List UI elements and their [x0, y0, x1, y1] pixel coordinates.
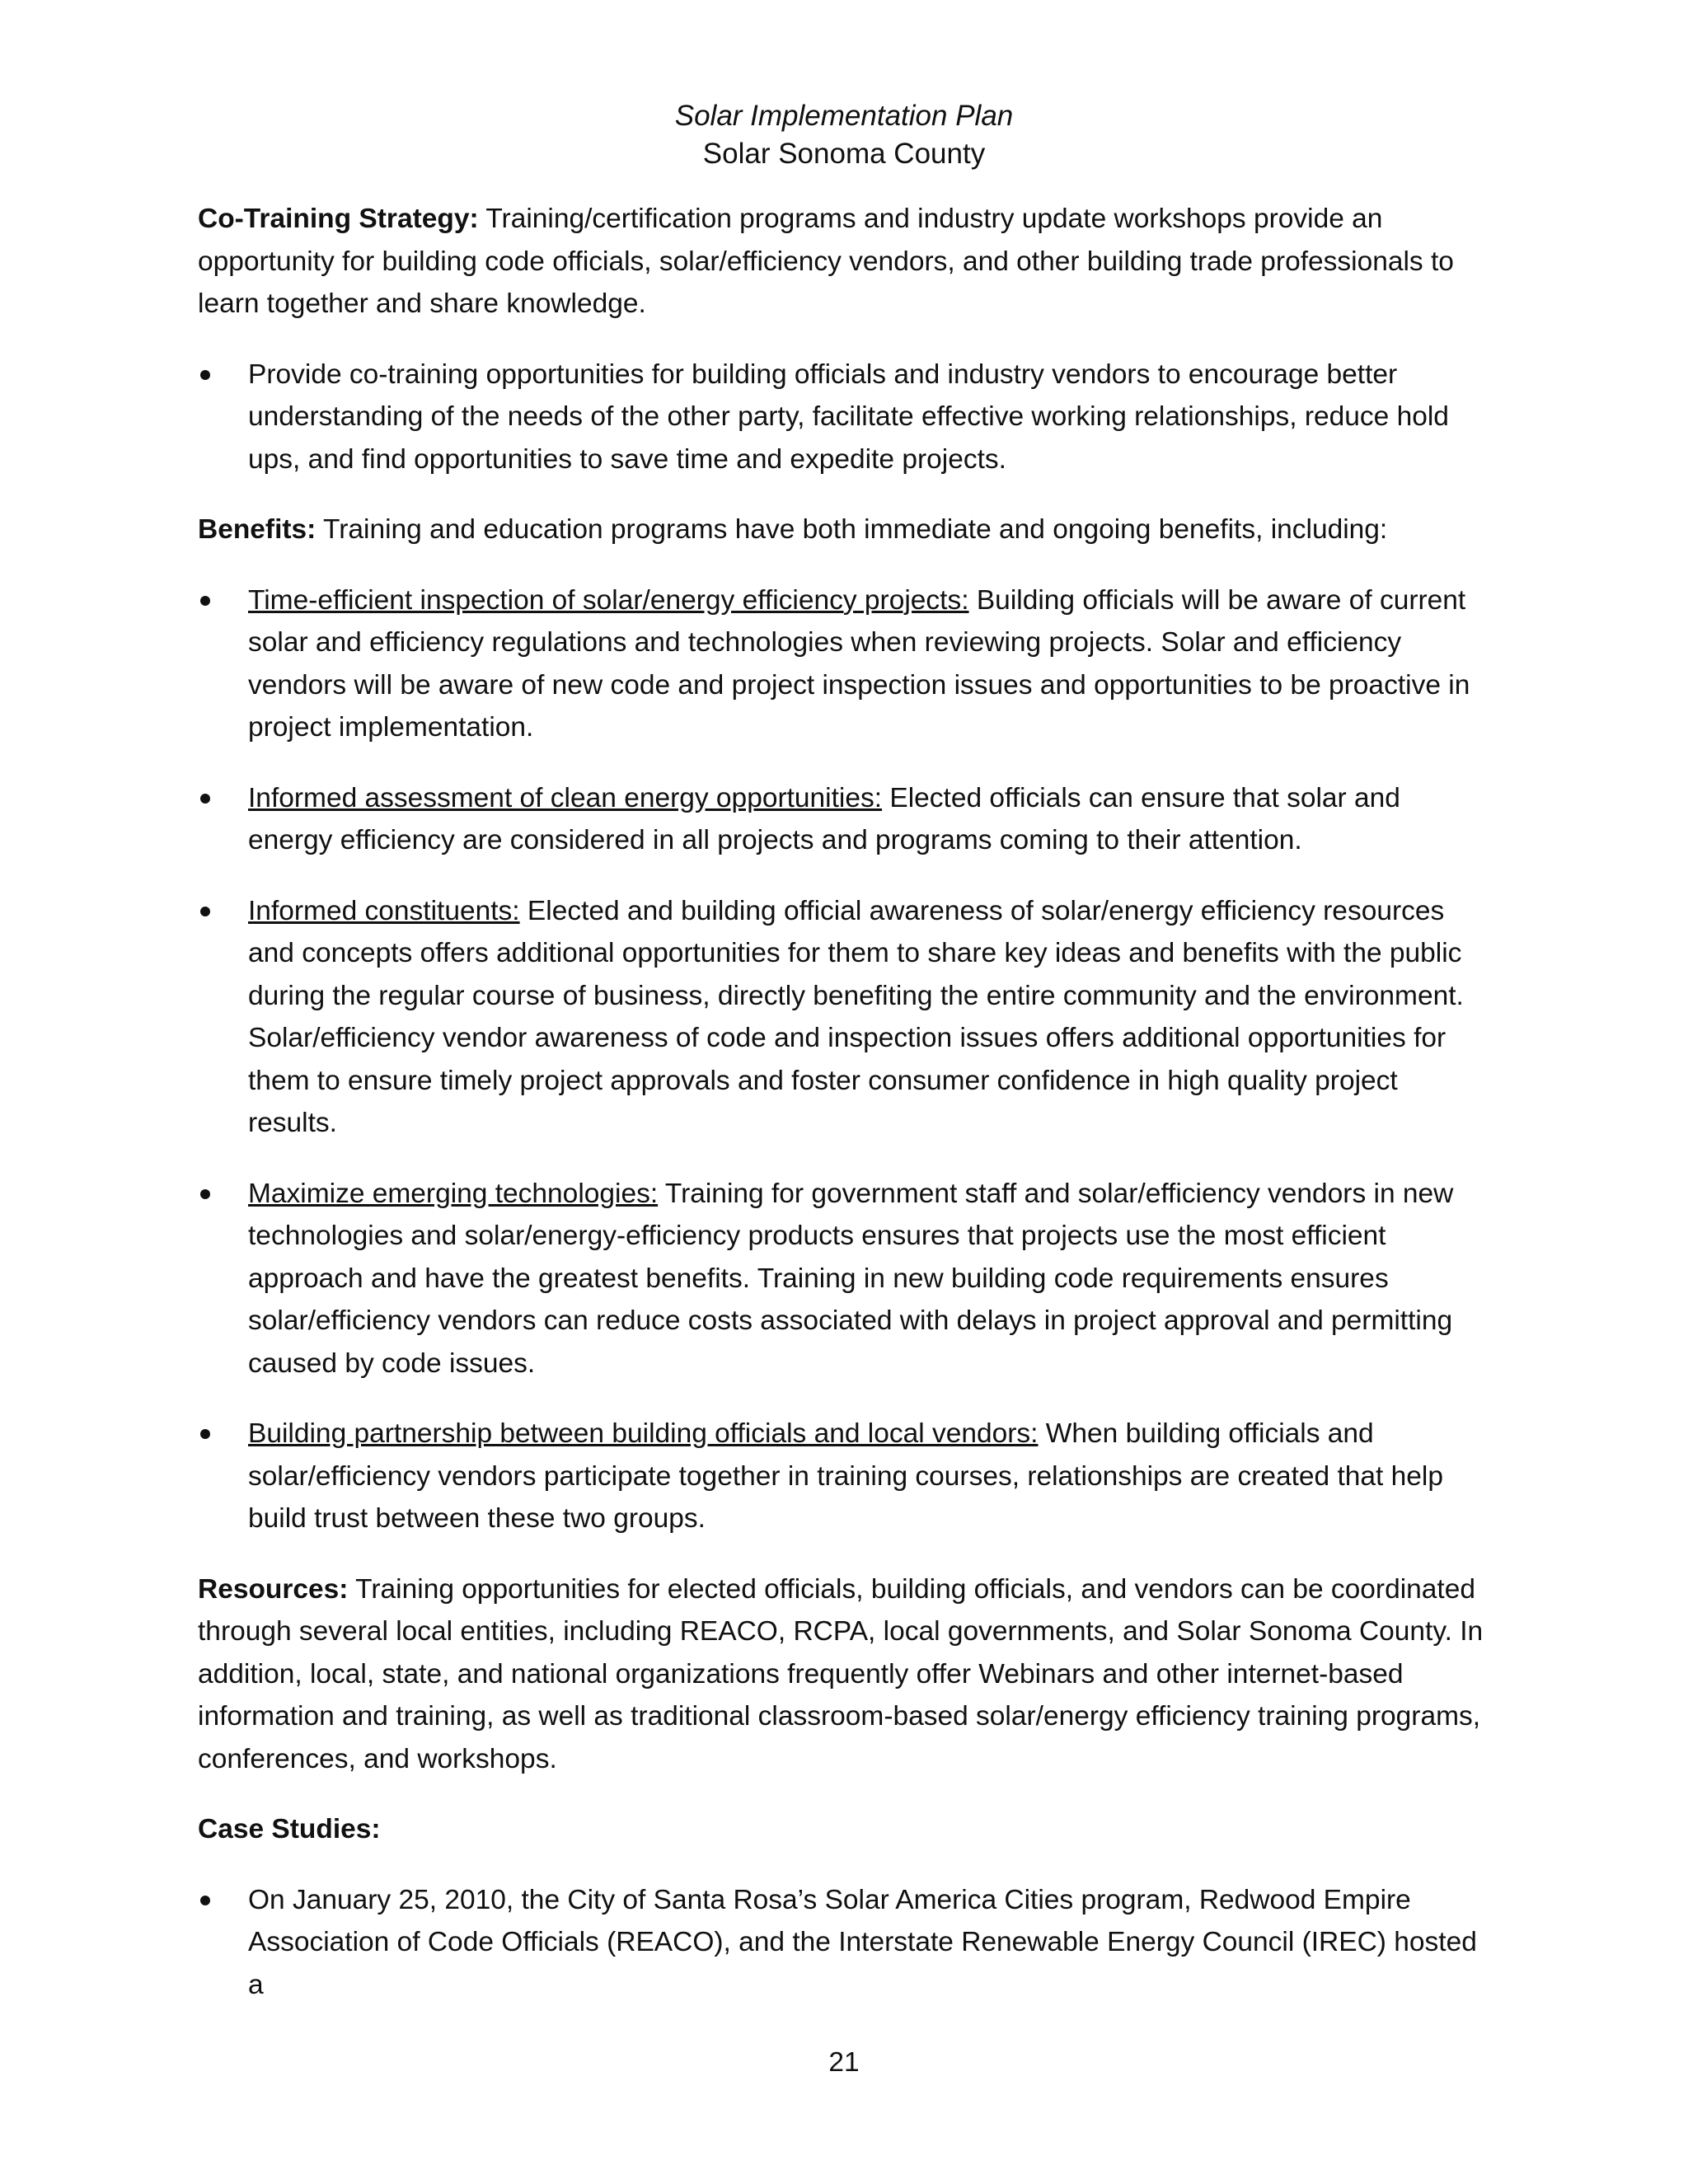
- resources-paragraph: [198, 1568, 1492, 1781]
- list-item-heading: Maximize emerging technologies:: [248, 1178, 659, 1209]
- list-item-text: When building officials and solar/efficiency vendors participate together in training courses, relationships are created that help build trust between these two groups.: [248, 1418, 1444, 1534]
- list-item-heading: Informed constituents:: [248, 895, 520, 926]
- benefits-text: Training and education programs have both immediate and ongoing benefits, including:: [316, 514, 1388, 545]
- bullet-icon: [200, 370, 210, 380]
- list-item: [198, 1879, 1492, 2007]
- case-studies-heading: [198, 1808, 1492, 1851]
- list-item: [198, 777, 1492, 862]
- list-item-text: Elected officials can ensure that solar and energy efficiency are considered in all projects and programs coming to their attention.: [248, 782, 1400, 855]
- benefits-paragraph: [198, 509, 1492, 551]
- list-item: [198, 579, 1492, 749]
- benefits-list: [198, 579, 1492, 1540]
- resources-text: Training opportunities for elected officials, building officials, and vendors can be coordinated through several local entities, including REACO, RCPA, local governments, and Solar Sonoma County. In addition, local, state, and national organizations frequently offer Webinars and other internet-based information and training, as well as traditional classroom-based solar/energy efficiency training programs, conferences, and workshops.: [198, 1573, 1484, 1774]
- list-item-text: On January 25, 2010, the City of Santa Rosa’s Solar America Cities program, Redwood Empire Association of Code Officials (REACO), and the Interstate Renewable Energy Council (IREC) hosted a: [248, 1884, 1477, 2000]
- case-studies-label: Case Studies:: [198, 1814, 381, 1844]
- co-training-paragraph: [198, 198, 1492, 326]
- co-training-text: Training/certification programs and industry update workshops provide an opportunity for building code officials, solar/efficiency vendors, and other building trade professionals to learn together and share knowledge.: [198, 204, 1454, 319]
- bullet-icon: [200, 1429, 210, 1439]
- page-header: [0, 97, 1688, 173]
- resources-label: Resources:: [198, 1573, 349, 1605]
- bullet-icon: [200, 1896, 210, 1905]
- co-training-label: Co-Training Strategy:: [198, 204, 479, 234]
- bullet-icon: [200, 794, 210, 804]
- page-content: [198, 198, 1492, 2034]
- page-number: 21: [828, 2047, 860, 2078]
- list-item: [198, 1173, 1492, 1385]
- list-item-text: Elected and building official awareness of solar/energy efficiency resources and concepts offers additional opportunities for them to share key ideas and benefits with the public during the regular course of business, directly benefiting the entire community and the environment. Solar/efficiency vendor awareness of code and inspection issues offers additional opportunities for them to ensure timely project approvals and foster consumer confidence in high quality project results.: [248, 895, 1464, 1138]
- list-item-heading: Informed assessment of clean energy opportunities:: [248, 782, 883, 813]
- case-studies-list: [198, 1879, 1492, 2007]
- document-subtitle: Solar Sonoma County: [702, 138, 986, 170]
- bullet-icon: [200, 907, 210, 916]
- list-item: [198, 1413, 1492, 1540]
- list-item-heading: Building partnership between building officials and local vendors:: [248, 1418, 1039, 1449]
- list-item-text: Training for government staff and solar/efficiency vendors in new technologies and solar/energy-efficiency products ensures that projects use the most efficient approach and have the greatest benefits. Training in new building code requirements ensures solar/efficiency vendors can reduce costs associated with delays in project approval and permitting caused by code issues.: [248, 1178, 1454, 1379]
- co-training-list: [198, 354, 1492, 481]
- document-title: Solar Implementation Plan: [674, 100, 1014, 132]
- list-item-text: Provide co-training opportunities for building officials and industry vendors to encourage better understanding of the needs of the other party, facilitate effective working relationships, reduce hold ups, and find opportunities to save time and expedite projects.: [248, 359, 1449, 475]
- bullet-icon: [200, 1189, 210, 1199]
- bullet-icon: [200, 596, 210, 606]
- list-item-text: Building officials will be aware of current solar and efficiency regulations and technologies when reviewing projects. Solar and efficiency vendors will be aware of new code and project inspection issues and opportunities to be proactive in project implementation.: [248, 584, 1470, 743]
- list-item-heading: Time-efficient inspection of solar/energy efficiency projects:: [248, 584, 969, 616]
- page-footer: [0, 2044, 1688, 2082]
- list-item: [198, 354, 1492, 481]
- list-item: [198, 890, 1492, 1145]
- benefits-label: Benefits:: [198, 514, 316, 545]
